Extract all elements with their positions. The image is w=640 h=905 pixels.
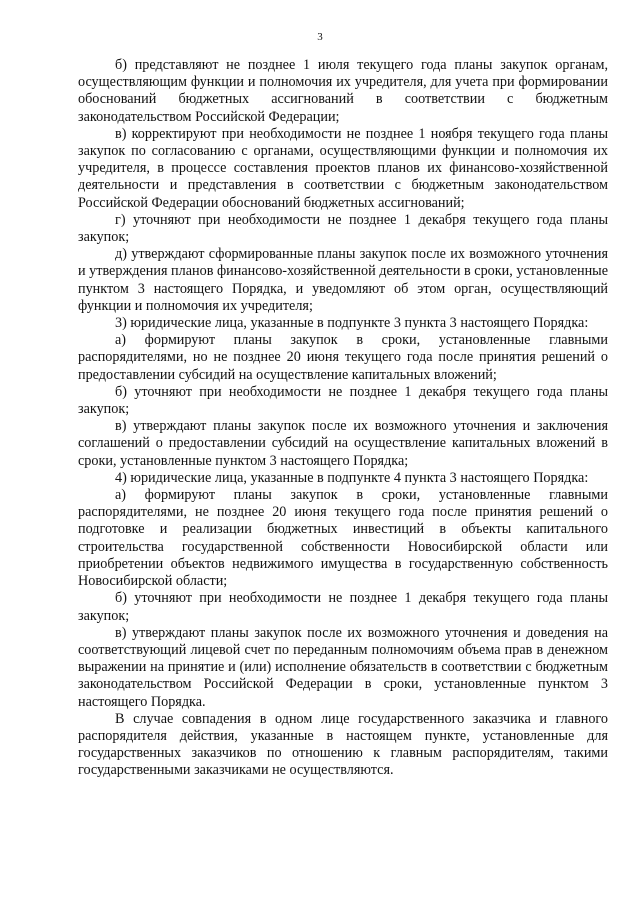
paragraph: а) формируют планы закупок в сроки, установленные главными распорядителями, не позднее 20 июня текущего года после принятия решений о подготовке и реализации бюджетных инвестиций в объекты капитального строительства государственной собственности Новосибирской области или приобретении объектов недвижимого имущества в государственную собственность Новосибирской области;: [78, 487, 608, 590]
paragraph: в) корректируют при необходимости не позднее 1 ноября текущего года планы закупок по согласованию с органами, осуществляющими функции и полномочия их учредителя, в процессе составления проектов планов их финансово-хозяйственной деятельности и представления в соответствии с бюджетным законодательством Российской Федерации обоснований бюджетных ассигнований;: [78, 125, 608, 211]
paragraph: б) представляют не позднее 1 июля текущего года планы закупок органам, осуществляющим функции и полномочия их учредителя, для учета при формировании обоснований бюджетных ассигнований в соответствии с бюджетным законодательством Российской Федерации;: [78, 57, 608, 125]
paragraph: в) утверждают планы закупок после их возможного уточнения и заключения соглашений о предоставлении субсидий на осуществление капитальных вложений в сроки, установленные пунктом 3 настоящего Порядка;: [78, 418, 608, 469]
paragraph: г) уточняют при необходимости не позднее 1 декабря текущего года планы закупок;: [78, 211, 608, 246]
document-body: [78, 57, 608, 780]
paragraph: б) уточняют при необходимости не позднее 1 декабря текущего года планы закупок;: [78, 383, 608, 418]
paragraph: б) уточняют при необходимости не позднее 1 декабря текущего года планы закупок;: [78, 590, 608, 624]
paragraph: 3) юридические лица, указанные в подпункте 3 пункта 3 настоящего Порядка:: [115, 315, 589, 332]
page-number: 3: [317, 31, 323, 43]
paragraph: д) утверждают сформированные планы закупок после их возможного уточнения и утверждения планов финансово-хозяйственной деятельности в сроки, установленные пунктом 3 настоящего Порядка, и уведомляют об этом орган, осуществляющий функции и полномочия их учредителя;: [78, 246, 608, 314]
paragraph: а) формируют планы закупок в сроки, установленные главными распорядителями, но не позднее 20 июня текущего года после принятия решений о предоставлении субсидий на осуществление капитальных вложений;: [78, 332, 608, 383]
paragraph: в) утверждают планы закупок после их возможного уточнения и доведения на соответствующий лицевой счет по переданным полномочиям объема прав в денежном выражении на принятие и (или) исполнение обязательств в соответствии с бюджетным законодательством Российской Федерации в сроки, установленные пунктом 3 настоящего Порядка.: [78, 624, 608, 710]
paragraph: 4) юридические лица, указанные в подпункте 4 пункта 3 настоящего Порядка:: [115, 469, 589, 486]
paragraph: В случае совпадения в одном лице государственного заказчика и главного распорядителя действия, указанные в настоящем пункте, установленные для государственных заказчиков по отношению к главным распорядителям, такими государственными заказчиками не осуществляются.: [78, 710, 608, 779]
